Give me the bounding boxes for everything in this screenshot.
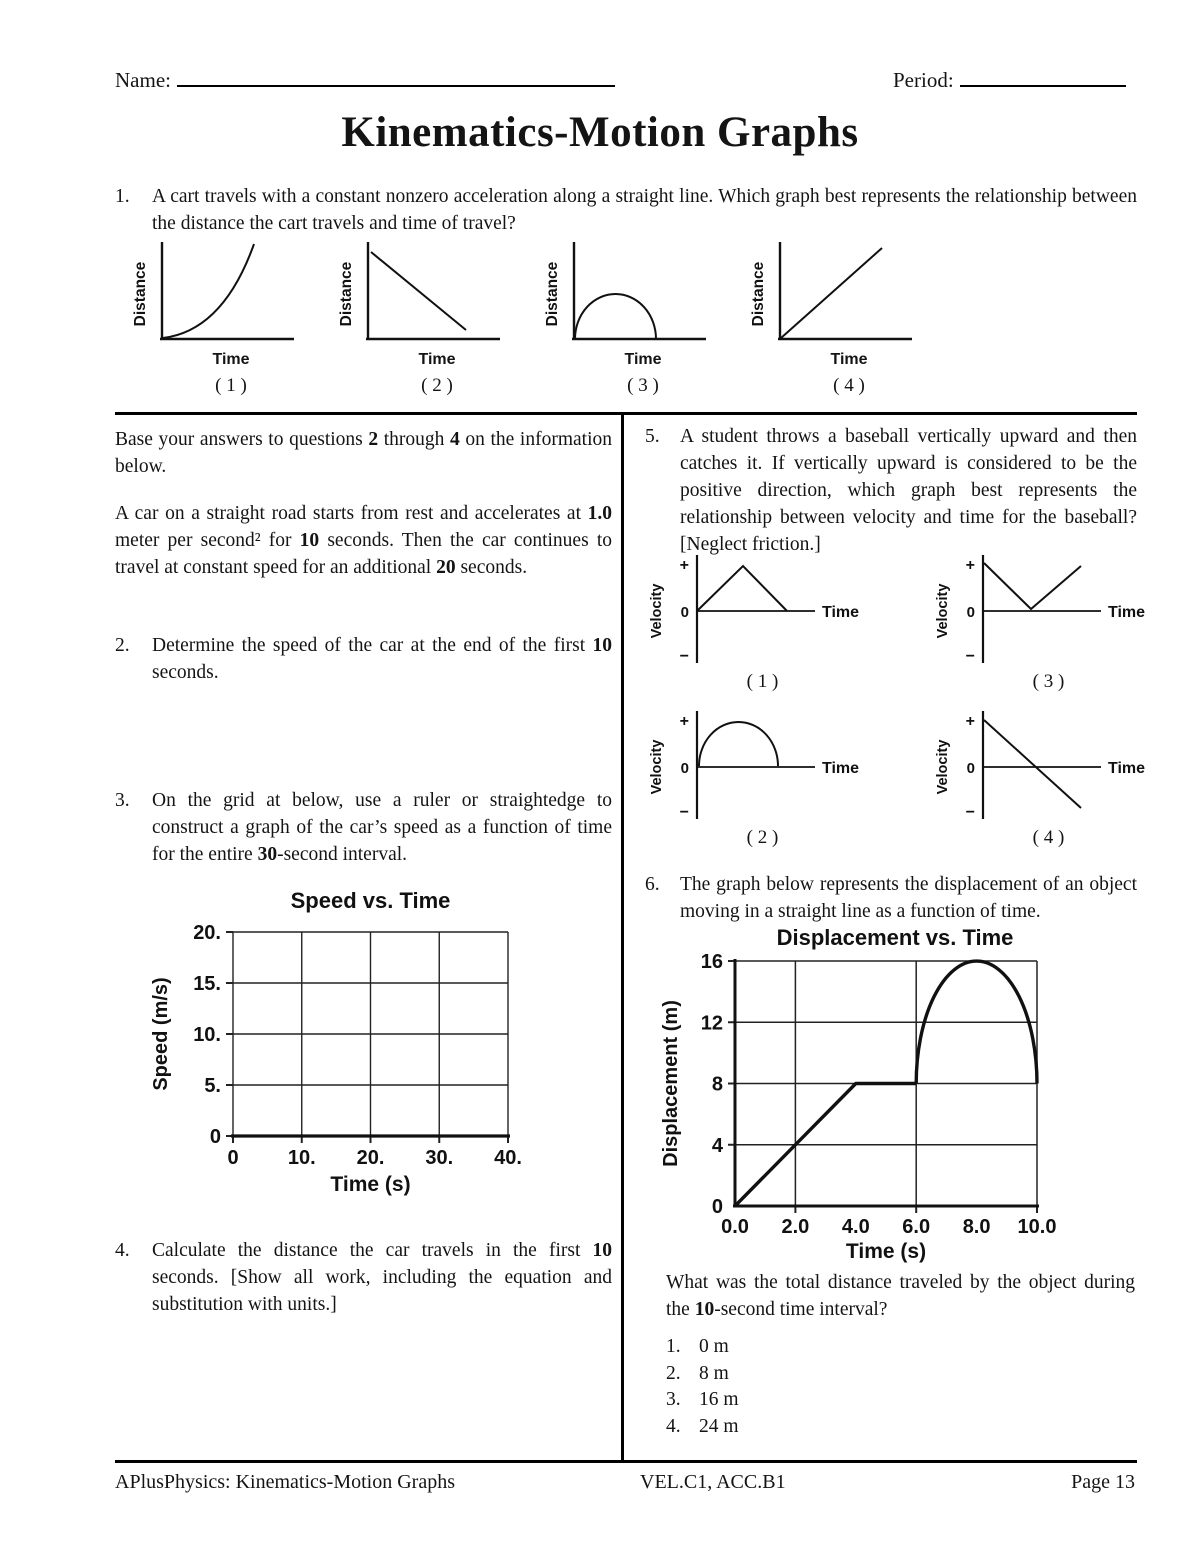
choice-number: 3. xyxy=(666,1389,681,1410)
y-tick-label: 20. xyxy=(193,922,221,944)
mini-curve xyxy=(984,563,1081,609)
zero-label: 0 xyxy=(966,760,975,777)
question-5-text: A student throws a baseball vertically upward and then catches it. If vertically upward is considered to be the positive direction, which graph best represents the relationship between velocity and time for the baseball? [Neglect friction.] xyxy=(680,426,1137,555)
distance-time-mini-graph xyxy=(132,238,302,350)
name-field xyxy=(115,64,615,93)
choice-number: 4. xyxy=(666,1415,681,1437)
x-tick-label: 4.0 xyxy=(841,1216,870,1238)
section-divider-bottom xyxy=(115,1460,1137,1463)
option-caption: ( 4 ) xyxy=(833,375,865,396)
q1-options xyxy=(132,238,920,397)
footer-center: VEL.C1, ACC.B1 xyxy=(640,1471,786,1493)
minus-sign: − xyxy=(965,804,975,821)
question-1-number: 1. xyxy=(115,186,130,207)
q6-choices xyxy=(666,1334,739,1440)
velocity-time-mini-graph xyxy=(931,549,1166,669)
mini-ylabel: Distance xyxy=(132,261,149,327)
period-input-line[interactable] xyxy=(960,64,1126,87)
name-label: Name: xyxy=(115,68,171,92)
q1-option[interactable] xyxy=(544,238,714,397)
y-axis-label: Displacement (m) xyxy=(660,1000,682,1167)
x-axis-label: Time (s) xyxy=(330,1173,411,1196)
mini-ylabel: Velocity xyxy=(935,583,951,639)
choice-text: 16 m xyxy=(699,1389,739,1410)
velocity-time-mini-graph xyxy=(645,549,880,669)
period-label: Period: xyxy=(893,68,954,92)
mini-ylabel: Velocity xyxy=(649,583,665,639)
q5-options xyxy=(645,549,1181,849)
option-caption: ( 3 ) xyxy=(627,375,659,396)
answer-choice[interactable] xyxy=(666,1414,739,1441)
mini-ylabel: Velocity xyxy=(649,739,665,795)
plus-sign: + xyxy=(679,557,689,574)
base-info-intro: Base your answers to questions 2 through 4 on the information below. xyxy=(115,429,612,477)
question-2 xyxy=(115,633,612,687)
option-caption: ( 1 ) xyxy=(215,375,247,396)
q5-option[interactable] xyxy=(645,705,895,849)
choice-number: 1. xyxy=(666,1336,681,1357)
y-tick-label: 8 xyxy=(711,1073,723,1096)
question-6 xyxy=(645,872,1137,926)
x-tick-label: 2.0 xyxy=(781,1216,810,1238)
mini-curve xyxy=(984,720,1081,808)
q5-option[interactable] xyxy=(645,549,895,693)
question-6-prompt: What was the total distance traveled by the object during the 10-second time interval? xyxy=(666,1272,1135,1320)
question-3-number: 3. xyxy=(115,790,130,811)
mini-xlabel: Time xyxy=(1108,760,1146,777)
mini-curve xyxy=(163,244,254,338)
minus-sign: − xyxy=(679,648,689,665)
q5-option[interactable] xyxy=(931,705,1181,849)
answer-choice[interactable] xyxy=(666,1334,739,1361)
section-divider-top xyxy=(115,412,1137,415)
minus-sign: − xyxy=(965,648,975,665)
option-caption: ( 4 ) xyxy=(1032,827,1065,848)
option-caption: ( 2 ) xyxy=(746,827,779,848)
y-tick-label: 5. xyxy=(204,1075,221,1097)
speed-time-chart[interactable] xyxy=(115,888,615,1200)
distance-time-mini-graph xyxy=(338,238,508,350)
mini-ylabel: Distance xyxy=(338,261,355,327)
mini-xlabel: Time xyxy=(212,351,250,368)
option-caption: ( 2 ) xyxy=(421,375,453,396)
chart-title: Speed vs. Time xyxy=(290,888,451,913)
y-tick-label: 12 xyxy=(700,1012,723,1035)
y-tick-label: 16 xyxy=(700,951,723,973)
option-caption: ( 3 ) xyxy=(1032,671,1065,692)
column-divider xyxy=(621,412,624,1460)
distance-time-mini-graph xyxy=(544,238,714,350)
period-field xyxy=(893,64,1126,93)
x-tick-label: 30. xyxy=(425,1147,454,1169)
mini-ylabel: Distance xyxy=(544,261,561,327)
y-tick-label: 10. xyxy=(193,1024,221,1046)
mini-xlabel: Time xyxy=(418,351,456,368)
mini-xlabel: Time xyxy=(822,760,860,777)
q1-option[interactable] xyxy=(132,238,302,397)
choice-text: 24 m xyxy=(699,1415,739,1437)
answer-choice[interactable] xyxy=(666,1387,739,1414)
plus-sign: + xyxy=(965,713,975,730)
choice-text: 8 m xyxy=(699,1362,729,1384)
y-tick-label: 0 xyxy=(711,1196,723,1218)
mini-ylabel: Distance xyxy=(750,261,767,327)
x-tick-label: 10.0 xyxy=(1017,1216,1057,1238)
velocity-time-mini-graph xyxy=(645,705,880,825)
question-3-text: On the grid at below, use a ruler or straightedge to construct a graph of the car’s speed as a function of time for the entire 30-second interval. xyxy=(152,790,612,865)
q5-option[interactable] xyxy=(931,549,1181,693)
q1-option[interactable] xyxy=(338,238,508,397)
zero-label: 0 xyxy=(680,604,689,621)
minus-sign: − xyxy=(679,804,689,821)
mini-curve xyxy=(699,722,778,766)
x-tick-label: 6.0 xyxy=(902,1216,931,1238)
question-5 xyxy=(645,424,1137,559)
displacement-time-chart xyxy=(655,951,1135,1263)
option-caption: ( 1 ) xyxy=(746,671,779,692)
mini-xlabel: Time xyxy=(822,604,860,621)
x-tick-label: 0.0 xyxy=(721,1216,749,1238)
x-tick-label: 10. xyxy=(287,1147,316,1169)
choice-number: 2. xyxy=(666,1362,681,1384)
question-6-number: 6. xyxy=(645,874,660,895)
plus-sign: + xyxy=(965,557,975,574)
answer-choice[interactable] xyxy=(666,1361,739,1388)
question-1 xyxy=(115,184,1137,238)
mini-curve xyxy=(697,566,787,611)
choice-text: 0 m xyxy=(699,1336,729,1357)
question-6-text: The graph below represents the displacement of an object moving in a straight line as a function of time. xyxy=(680,874,1137,922)
base-info-paragraph: A car on a straight road starts from rest and accelerates at 1.0 meter per second² for 10 seconds. Then the car continues to travel at constant speed for an additional 20 seconds. xyxy=(115,503,612,578)
plus-sign: + xyxy=(679,713,689,730)
y-tick-label: 0 xyxy=(209,1126,221,1148)
mini-ylabel: Velocity xyxy=(935,739,951,795)
x-tick-label: 0 xyxy=(227,1147,239,1169)
zero-label: 0 xyxy=(966,604,975,621)
question-2-text: Determine the speed of the car at the end of the first 10 seconds. xyxy=(152,635,612,683)
velocity-time-mini-graph xyxy=(931,705,1166,825)
q1-option[interactable] xyxy=(750,238,920,397)
question-2-number: 2. xyxy=(115,635,130,656)
mini-curve xyxy=(781,248,882,338)
mini-curve xyxy=(575,294,656,339)
mini-curve xyxy=(371,252,466,330)
question-5-number: 5. xyxy=(645,426,660,447)
question-3 xyxy=(115,788,612,869)
mini-xlabel: Time xyxy=(624,351,662,368)
zero-label: 0 xyxy=(680,760,689,777)
footer-right: Page 13 xyxy=(1071,1471,1135,1493)
displacement-chart-title: Displacement vs. Time xyxy=(776,925,1014,950)
question-4-number: 4. xyxy=(115,1240,130,1261)
y-tick-label: 15. xyxy=(193,973,221,995)
x-tick-label: 40. xyxy=(494,1147,522,1169)
x-tick-label: 20. xyxy=(356,1147,385,1169)
y-tick-label: 4 xyxy=(711,1134,723,1157)
mini-xlabel: Time xyxy=(830,351,868,368)
question-4-text: Calculate the distance the car travels in the first 10 seconds. [Show all work, including the equation and substitution with units.] xyxy=(152,1240,612,1315)
mini-xlabel: Time xyxy=(1108,604,1146,621)
x-axis-label: Time (s) xyxy=(845,1240,927,1263)
question-4 xyxy=(115,1238,612,1319)
name-input-line[interactable] xyxy=(177,64,615,87)
footer-left: APlusPhysics: Kinematics-Motion Graphs xyxy=(115,1471,455,1493)
y-axis-label: Speed (m/s) xyxy=(150,977,172,1091)
question-1-text: A cart travels with a constant nonzero acceleration along a straight line. Which graph best represents the relationship between the distance the cart travels and time of travel? xyxy=(152,186,1137,234)
x-tick-label: 8.0 xyxy=(962,1216,991,1238)
page-title: Kinematics-Motion Graphs xyxy=(341,109,859,156)
distance-time-mini-graph xyxy=(750,238,920,350)
